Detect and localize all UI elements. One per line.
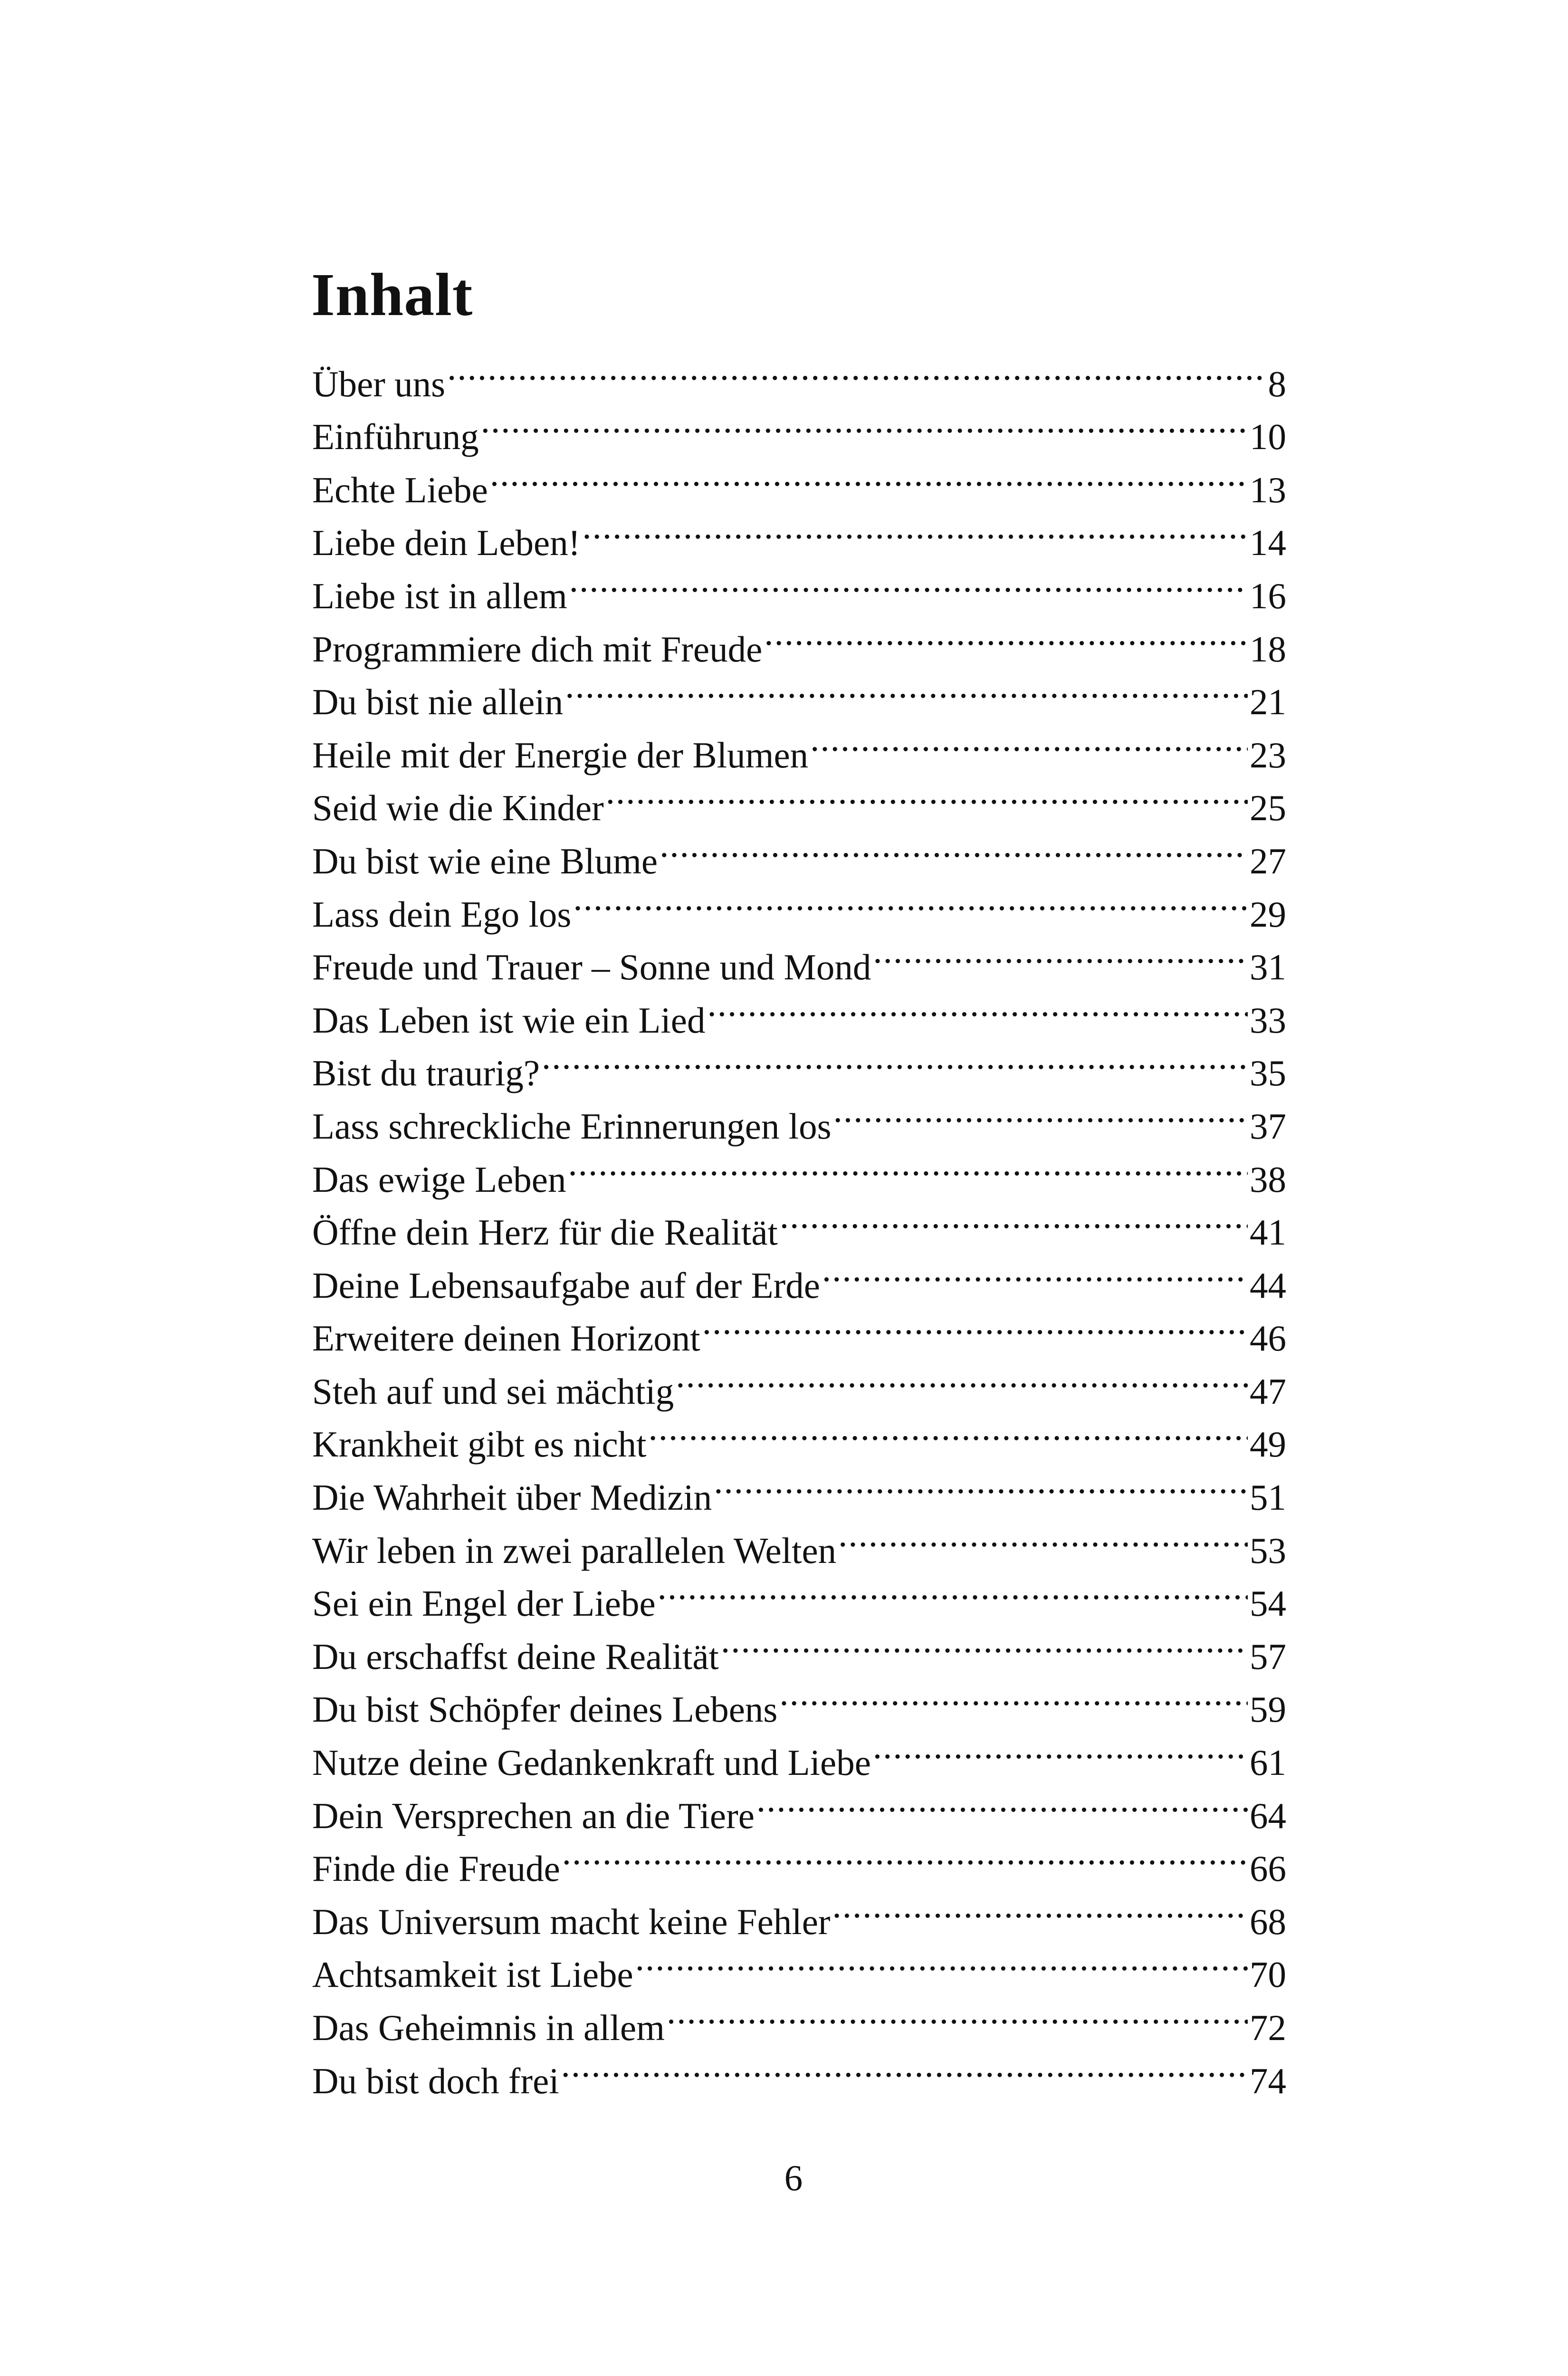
table-of-contents xyxy=(312,343,1286,2101)
toc-entry-page: 61 xyxy=(1250,1742,1286,1783)
toc-entry-page: 33 xyxy=(1250,999,1286,1041)
toc-entry-page: 21 xyxy=(1250,681,1286,723)
toc-entry-title: Das ewige Leben xyxy=(312,1159,566,1200)
dot-leader xyxy=(810,714,1248,767)
toc-entry-page: 49 xyxy=(1250,1424,1286,1465)
dot-leader xyxy=(568,1139,1248,1192)
dot-leader xyxy=(780,1192,1248,1245)
dot-leader xyxy=(565,661,1248,715)
toc-entry-page: 8 xyxy=(1268,363,1286,404)
toc-entry-title: Liebe ist in allem xyxy=(312,575,567,616)
dot-leader xyxy=(490,449,1248,502)
dot-leader xyxy=(833,1085,1248,1139)
toc-entry-page: 54 xyxy=(1250,1583,1286,1624)
toc-entry-page: 18 xyxy=(1250,628,1286,670)
toc-entry xyxy=(312,343,1286,404)
toc-entry-page: 14 xyxy=(1250,522,1286,564)
toc-entry-title: Krankheit gibt es nicht xyxy=(312,1424,647,1465)
dot-leader xyxy=(756,1775,1248,1828)
toc-entry-title: Heile mit der Energie der Blumen xyxy=(312,734,809,776)
toc-entry-page: 27 xyxy=(1250,840,1286,881)
toc-entry-page: 29 xyxy=(1250,893,1286,935)
toc-entry-page: 23 xyxy=(1250,734,1286,776)
dot-leader xyxy=(606,767,1248,821)
dot-leader xyxy=(447,343,1266,396)
toc-entry-page: 57 xyxy=(1250,1636,1286,1677)
dot-leader xyxy=(660,820,1248,873)
toc-entry-page: 47 xyxy=(1250,1370,1286,1412)
toc-entry-title: Bist du traurig? xyxy=(312,1053,540,1094)
dot-leader xyxy=(873,927,1248,980)
toc-entry-title: Das Universum macht keine Fehler xyxy=(312,1901,831,1942)
dot-leader xyxy=(764,608,1248,661)
dot-leader xyxy=(542,1033,1248,1086)
dot-leader xyxy=(562,1828,1248,1881)
dot-leader xyxy=(702,1298,1248,1351)
toc-entry-title: Achtsamkeit ist Liebe xyxy=(312,1954,633,1995)
toc-entry-title: Sei ein Engel der Liebe xyxy=(312,1583,656,1624)
dot-leader xyxy=(779,1669,1248,1722)
dot-leader xyxy=(649,1404,1248,1457)
toc-entry-page: 13 xyxy=(1250,469,1286,510)
dot-leader xyxy=(721,1616,1248,1669)
toc-entry-title: Einführung xyxy=(312,416,479,458)
toc-entry-title: Lass schreckliche Erinnerungen los xyxy=(312,1105,832,1147)
toc-entry-title: Programmiere dich mit Freude xyxy=(312,628,763,670)
toc-entry-title: Du bist doch frei xyxy=(312,2060,559,2101)
toc-entry-page: 25 xyxy=(1250,787,1286,829)
toc-entry-title: Über uns xyxy=(312,363,446,404)
toc-entry-page: 16 xyxy=(1250,575,1286,616)
dot-leader xyxy=(635,1934,1248,1987)
toc-entry-title: Öffne dein Herz für die Realität xyxy=(312,1212,778,1253)
dot-leader xyxy=(667,1987,1248,2040)
toc-entry-title: Seid wie die Kinder xyxy=(312,787,604,829)
toc-entry-page: 68 xyxy=(1250,1901,1286,1942)
toc-heading: Inhalt xyxy=(311,260,473,328)
dot-leader xyxy=(873,1722,1248,1775)
dot-leader xyxy=(832,1881,1248,1934)
toc-entry-title: Du bist wie eine Blume xyxy=(312,840,658,881)
toc-entry xyxy=(312,396,1286,458)
dot-leader xyxy=(676,1351,1248,1404)
toc-entry-title: Echte Liebe xyxy=(312,469,488,510)
toc-entry-page: 66 xyxy=(1250,1848,1286,1889)
toc-entry-title: Liebe dein Leben! xyxy=(312,522,581,564)
dot-leader xyxy=(658,1563,1248,1616)
dot-leader xyxy=(838,1510,1248,1563)
toc-entry-page: 64 xyxy=(1250,1795,1286,1836)
dot-leader xyxy=(708,979,1248,1033)
toc-entry-title: Du bist Schöpfer deines Lebens xyxy=(312,1689,778,1730)
toc-entry-page: 59 xyxy=(1250,1689,1286,1730)
dot-leader xyxy=(481,396,1248,450)
toc-entry-title: Dein Versprechen an die Tiere xyxy=(312,1795,755,1836)
toc-entry-page: 35 xyxy=(1250,1053,1286,1094)
toc-entry-title: Nutze deine Gedankenkraft und Liebe xyxy=(312,1742,871,1783)
toc-entry-page: 74 xyxy=(1250,2060,1286,2101)
toc-entry-title: Freude und Trauer – Sonne und Mond xyxy=(312,947,871,988)
toc-entry-page: 72 xyxy=(1250,2007,1286,2048)
toc-entry-title: Das Geheimnis in allem xyxy=(312,2007,665,2048)
toc-entry-title: Lass dein Ego los xyxy=(312,893,572,935)
toc-entry-page: 38 xyxy=(1250,1159,1286,1200)
dot-leader xyxy=(569,555,1248,608)
toc-entry-page: 53 xyxy=(1250,1530,1286,1571)
toc-entry-title: Die Wahrheit über Medizin xyxy=(312,1477,712,1518)
dot-leader xyxy=(561,2040,1248,2093)
toc-entry-page: 31 xyxy=(1250,947,1286,988)
toc-entry-title: Du bist nie allein xyxy=(312,681,564,723)
toc-entry-title: Deine Lebensaufgabe auf der Erde xyxy=(312,1265,820,1306)
toc-entry-title: Finde die Freude xyxy=(312,1848,560,1889)
dot-leader xyxy=(822,1245,1248,1298)
page-number: 6 xyxy=(784,2157,803,2198)
toc-entry-title: Wir leben in zwei parallelen Welten xyxy=(312,1530,837,1571)
toc-entry-title: Das Leben ist wie ein Lied xyxy=(312,999,706,1041)
dot-leader xyxy=(573,873,1248,927)
dot-leader xyxy=(714,1456,1248,1510)
toc-entry-page: 10 xyxy=(1250,416,1286,458)
toc-entry-title: Erweitere deinen Horizont xyxy=(312,1318,700,1359)
toc-entry-page: 41 xyxy=(1250,1212,1286,1253)
toc-entry-page: 70 xyxy=(1250,1954,1286,1995)
toc-entry-page: 44 xyxy=(1250,1265,1286,1306)
toc-entry-page: 51 xyxy=(1250,1477,1286,1518)
toc-entry-page: 37 xyxy=(1250,1105,1286,1147)
toc-entry-page: 46 xyxy=(1250,1318,1286,1359)
toc-entry-title: Du erschaffst deine Realität xyxy=(312,1636,719,1677)
dot-leader xyxy=(582,502,1248,556)
toc-entry-title: Steh auf und sei mächtig xyxy=(312,1370,674,1412)
